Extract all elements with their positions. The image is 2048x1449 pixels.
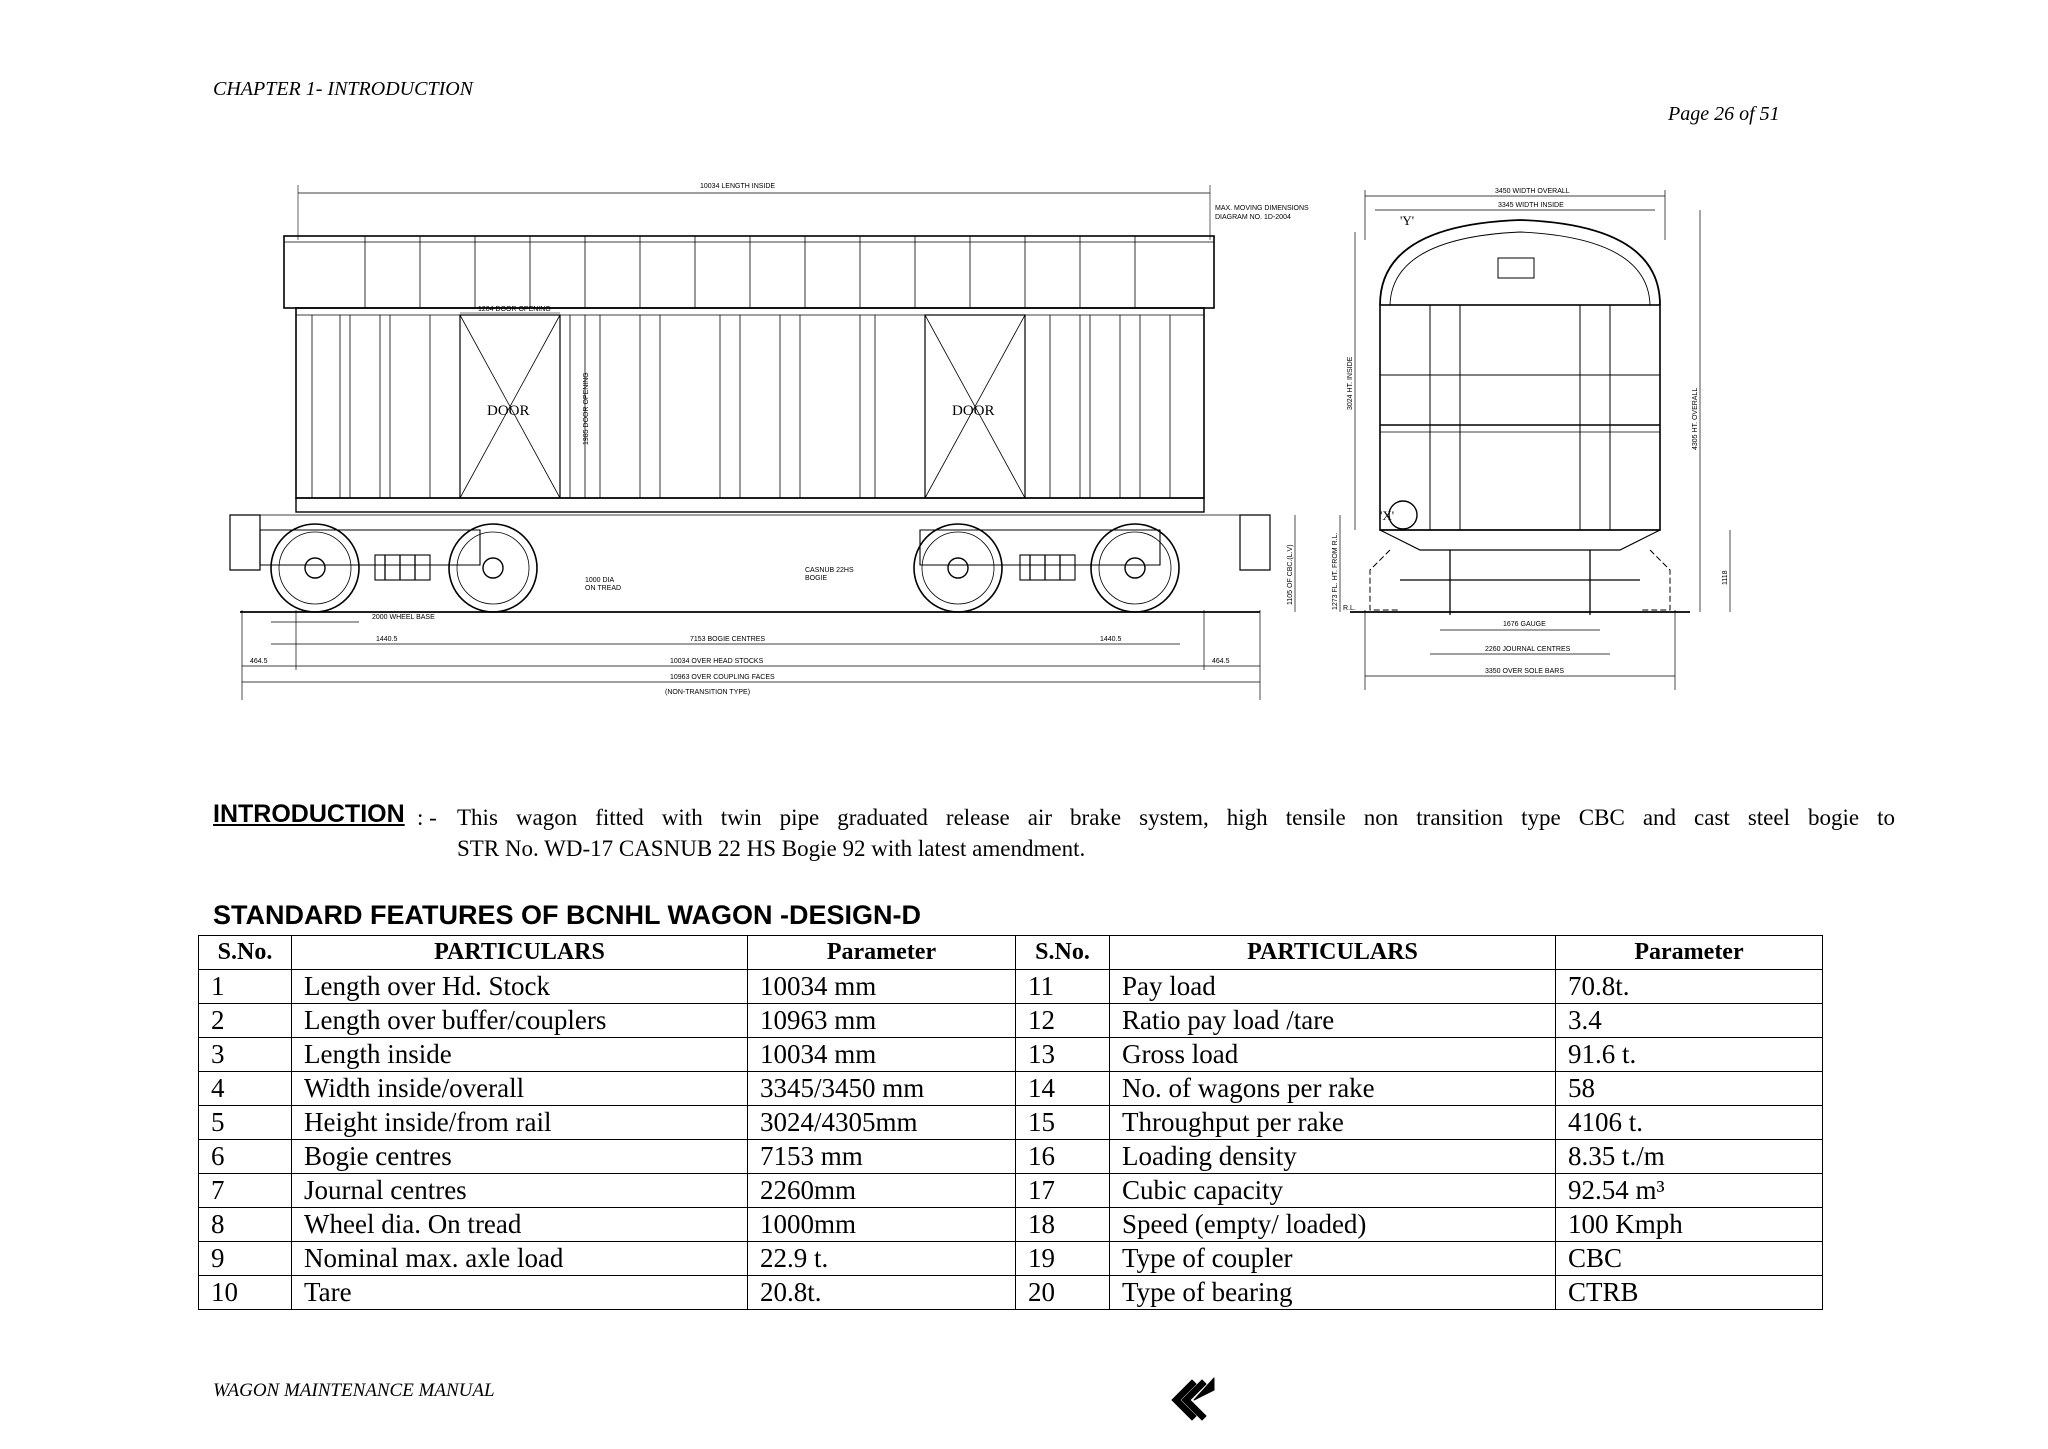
- cell-sno-left: 10: [199, 1276, 292, 1310]
- cell-particulars-left: Length over buffer/couplers: [292, 1004, 748, 1038]
- dim-wheel-base: 2000 WHEEL BASE: [372, 614, 435, 621]
- cell-particulars-left: Height inside/from rail: [292, 1106, 748, 1140]
- door-label-left: DOOR: [487, 403, 530, 419]
- cell-particulars-left: Length inside: [292, 1038, 748, 1072]
- cell-parameter-left: 3024/4305mm: [748, 1106, 1016, 1140]
- cell-sno-right: 11: [1016, 970, 1110, 1004]
- cell-sno-right: 17: [1016, 1174, 1110, 1208]
- cell-particulars-right: Gross load: [1110, 1038, 1556, 1072]
- cell-sno-right: 12: [1016, 1004, 1110, 1038]
- mark-x: 'X': [1380, 508, 1395, 523]
- cell-particulars-left: Wheel dia. On tread: [292, 1208, 748, 1242]
- cell-parameter-left: 10034 mm: [748, 970, 1016, 1004]
- cell-parameter-right: 58: [1556, 1072, 1823, 1106]
- dim-wheel-dia: 1000 DIA: [585, 577, 615, 584]
- table-row: [199, 1140, 1823, 1174]
- cell-particulars-left: Bogie centres: [292, 1140, 748, 1174]
- header-particulars-left: PARTICULARS: [292, 936, 748, 970]
- cell-parameter-left: 1000mm: [748, 1208, 1016, 1242]
- label-max-moving: MAX. MOVING DIMENSIONS: [1215, 205, 1309, 212]
- cell-parameter-right: 100 Kmph: [1556, 1208, 1823, 1242]
- cell-parameter-left: 3345/3450 mm: [748, 1072, 1016, 1106]
- table-row: [199, 1174, 1823, 1208]
- cell-sno-left: 1: [199, 970, 292, 1004]
- dim-door-opening: 1204 DOOR OPENING: [478, 306, 551, 313]
- cell-parameter-left: 10034 mm: [748, 1038, 1016, 1072]
- cell-parameter-left: 22.9 t.: [748, 1242, 1016, 1276]
- dim-ht-inside: 3024 HT. INSIDE: [1347, 356, 1354, 410]
- cell-particulars-right: Type of coupler: [1110, 1242, 1556, 1276]
- features-table: [198, 935, 1823, 1310]
- cell-sno-right: 18: [1016, 1208, 1110, 1242]
- table-row: [199, 1038, 1823, 1072]
- cell-particulars-right: Pay load: [1110, 970, 1556, 1004]
- cell-sno-left: 2: [199, 1004, 292, 1038]
- table-title: STANDARD FEATURES OF BCNHL WAGON -DESIGN-D: [213, 900, 921, 930]
- footer-manual-title: WAGON MAINTENANCE MANUAL: [213, 1380, 495, 1401]
- header-parameter-left: Parameter: [748, 936, 1016, 970]
- label-bogie: BOGIE: [805, 575, 828, 582]
- cell-particulars-right: Ratio pay load /tare: [1110, 1004, 1556, 1038]
- cell-sno-right: 20: [1016, 1276, 1110, 1310]
- introduction-text: [457, 802, 1895, 864]
- cell-particulars-right: Cubic capacity: [1110, 1174, 1556, 1208]
- chapter-heading: CHAPTER 1- INTRODUCTION: [213, 78, 474, 100]
- cell-parameter-right: 8.35 t./m: [1556, 1140, 1823, 1174]
- cell-particulars-left: Nominal max. axle load: [292, 1242, 748, 1276]
- dim-ht-overall: 4305 HT. OVERALL: [1692, 387, 1699, 450]
- cell-parameter-right: 3.4: [1556, 1004, 1823, 1038]
- dim-door-height: 1985 DOOR OPENING: [583, 372, 590, 445]
- label-rl: R.L.: [1343, 605, 1356, 612]
- cell-sno-right: 19: [1016, 1242, 1110, 1276]
- table-row: [199, 1242, 1823, 1276]
- cell-particulars-left: Journal centres: [292, 1174, 748, 1208]
- header-sno-left: S.No.: [199, 936, 292, 970]
- dim-floor-height: 1273 FL. HT. FROM R.L.: [1332, 532, 1339, 610]
- label-diagram-no: DIAGRAM NO. 1D-2004: [1215, 214, 1291, 221]
- dim-sole-bars: 3350 OVER SOLE BARS: [1485, 668, 1564, 675]
- cell-parameter-right: CTRB: [1556, 1276, 1823, 1310]
- dim-over-coupling: 10963 OVER COUPLING FACES: [670, 674, 775, 681]
- cell-particulars-right: Loading density: [1110, 1140, 1556, 1174]
- cell-particulars-right: No. of wagons per rake: [1110, 1072, 1556, 1106]
- cell-particulars-left: Tare: [292, 1276, 748, 1310]
- cell-parameter-right: 92.54 m³: [1556, 1174, 1823, 1208]
- cell-sno-left: 9: [199, 1242, 292, 1276]
- cell-parameter-left: 20.8t.: [748, 1276, 1016, 1310]
- introduction-line-2: STR No. WD-17 CASNUB 22 HS Bogie 92 with latest amendment.: [457, 836, 1086, 861]
- wagon-drawing-svg: [200, 170, 1800, 730]
- cell-particulars-left: Length over Hd. Stock: [292, 970, 748, 1004]
- table-row: [199, 1004, 1823, 1038]
- cell-particulars-right: Throughput per rake: [1110, 1106, 1556, 1140]
- cell-parameter-right: 4106 t.: [1556, 1106, 1823, 1140]
- dim-cbc-height: 1105 OF CBC.(L.V): [1287, 544, 1294, 605]
- dim-non-transition: (NON-TRANSITION TYPE): [665, 689, 751, 696]
- dim-1118: 1118: [1722, 570, 1729, 585]
- dim-journal: 2260 JOURNAL CENTRES: [1485, 646, 1571, 653]
- table-header-row: [199, 936, 1823, 970]
- cell-particulars-left: Width inside/overall: [292, 1072, 748, 1106]
- dim-over-head-stocks: 10034 OVER HEAD STOCKS: [670, 658, 764, 665]
- header-particulars-right: PARTICULARS: [1110, 936, 1556, 970]
- door-label-right: DOOR: [952, 403, 995, 419]
- cell-parameter-left: 2260mm: [748, 1174, 1016, 1208]
- label-casnub: CASNUB 22HS: [805, 567, 854, 574]
- table-row: [199, 1276, 1823, 1310]
- cell-particulars-right: Speed (empty/ loaded): [1110, 1208, 1556, 1242]
- cell-sno-left: 6: [199, 1140, 292, 1174]
- cell-sno-left: 8: [199, 1208, 292, 1242]
- dim-width-inside: 3345 WIDTH INSIDE: [1498, 202, 1564, 209]
- dim-1440-right: 1440.5: [1100, 636, 1122, 643]
- cell-sno-right: 15: [1016, 1106, 1110, 1140]
- table-row: [199, 1106, 1823, 1140]
- header-sno-right: S.No.: [1016, 936, 1110, 970]
- cell-parameter-right: 91.6 t.: [1556, 1038, 1823, 1072]
- header-parameter-right: Parameter: [1556, 936, 1823, 970]
- wagon-drawing: [200, 170, 1800, 730]
- dim-length-inside: 10034 LENGTH INSIDE: [700, 183, 776, 190]
- dim-width-overall: 3450 WIDTH OVERALL: [1495, 188, 1570, 195]
- cell-sno-left: 7: [199, 1174, 292, 1208]
- introduction-label: INTRODUCTION: [213, 800, 405, 828]
- table-row: [199, 970, 1823, 1004]
- cell-particulars-right: Type of bearing: [1110, 1276, 1556, 1310]
- page-number: Page 26 of 51: [1668, 103, 1780, 125]
- cell-sno-right: 14: [1016, 1072, 1110, 1106]
- dim-on-tread: ON TREAD: [585, 585, 622, 592]
- mark-y: 'Y': [1400, 213, 1415, 228]
- dim-1440-left: 1440.5: [376, 636, 398, 643]
- cell-sno-right: 13: [1016, 1038, 1110, 1072]
- introduction-line-1: This wagon fitted with twin pipe graduated release air brake system, high tensile non transition type CBC and cast steel bogie to: [457, 805, 1895, 830]
- cell-parameter-right: CBC: [1556, 1242, 1823, 1276]
- cell-parameter-left: 7153 mm: [748, 1140, 1016, 1174]
- introduction-colon: : -: [417, 805, 437, 830]
- cell-sno-right: 16: [1016, 1140, 1110, 1174]
- dim-gauge: 1676 GAUGE: [1503, 621, 1546, 628]
- cell-sno-left: 5: [199, 1106, 292, 1140]
- dim-464-right: 464.5: [1212, 658, 1230, 665]
- cell-parameter-right: 70.8t.: [1556, 970, 1823, 1004]
- cell-sno-left: 4: [199, 1072, 292, 1106]
- dim-464-left: 464.5: [250, 658, 268, 665]
- table-row: [199, 1208, 1823, 1242]
- cell-sno-left: 3: [199, 1038, 292, 1072]
- table-row: [199, 1072, 1823, 1106]
- dim-bogie-centres: 7153 BOGIE CENTRES: [690, 636, 766, 643]
- cell-parameter-left: 10963 mm: [748, 1004, 1016, 1038]
- back-arrow-icon[interactable]: [1170, 1370, 1262, 1434]
